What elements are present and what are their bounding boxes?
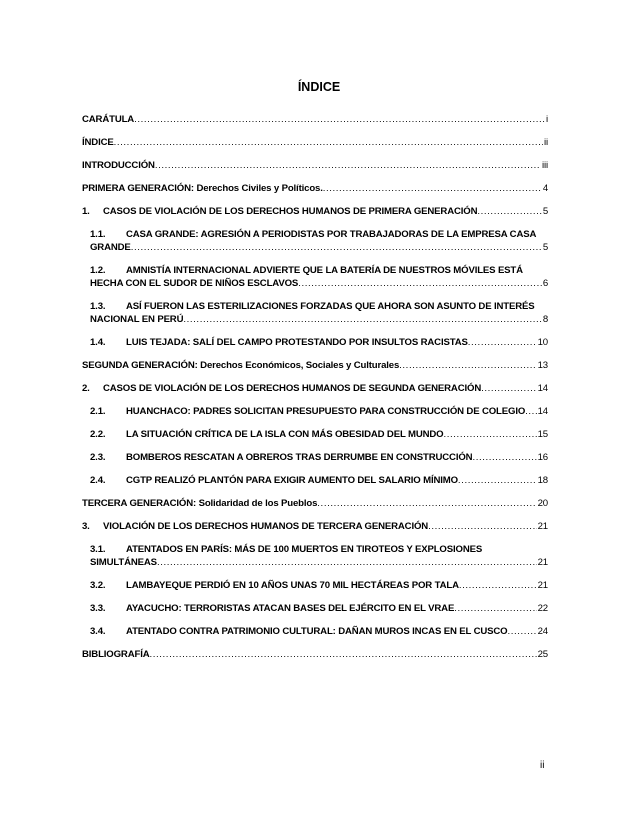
toc-entry-page: 20: [537, 498, 548, 509]
toc-entry[interactable]: [82, 648, 548, 661]
toc-entry[interactable]: [82, 159, 548, 172]
toc-entry-label: VIOLACIÓN DE LOS DERECHOS HUMANOS DE TERCERA GENERACIÓN .....: [103, 520, 537, 533]
toc-entry-page: 13: [537, 360, 548, 371]
toc-entry-page: 16: [537, 452, 548, 463]
toc-entry-label-continued: GRANDE .....: [90, 241, 542, 254]
toc-entry-page: i: [546, 114, 548, 125]
toc-entry-page: 22: [537, 603, 548, 614]
toc-entry-label: CASOS DE VIOLACIÓN DE LOS DERECHOS HUMANOS DE PRIMERA GENERACIÓN .....: [103, 205, 542, 218]
toc-entry-label: CASOS DE VIOLACIÓN DE LOS DERECHOS HUMANOS DE SEGUNDA GENERACIÓN .....: [103, 382, 537, 395]
toc-entry[interactable]: [82, 264, 548, 290]
toc-entry[interactable]: [82, 136, 548, 149]
toc-entry-label: CGTP REALIZÓ PLANTÓN PARA EXIGIR AUMENTO DEL SALARIO MÍNIMO .....: [126, 474, 537, 487]
toc-entry-number: 1.1.: [90, 229, 106, 240]
toc-entry-page: 14: [537, 383, 548, 394]
toc-entry-page: 18: [537, 475, 548, 486]
toc-entry-label: BIBLIOGRAFÍA .....: [82, 648, 537, 661]
toc-entry-page: 21: [537, 580, 548, 591]
toc-entry-number: 3.4.: [90, 626, 106, 637]
toc-entry-label: BOMBEROS RESCATAN A OBREROS TRAS DERRUMBE EN CONSTRUCCIÓN .....: [126, 451, 537, 464]
toc-entry[interactable]: [82, 113, 548, 126]
toc-entry-label: SEGUNDA GENERACIÓN: Derechos Económicos, Sociales y Culturales .....: [82, 359, 537, 372]
toc-entry-number: 2.4.: [90, 475, 106, 486]
toc-entry[interactable]: [82, 543, 548, 569]
toc-entry-label-continued: NACIONAL EN PERÚ .....: [90, 313, 542, 326]
toc-entry-number: 3.3.: [90, 603, 106, 614]
toc-entry-label: ASÍ FUERON LAS ESTERILIZACIONES FORZADAS QUE AHORA SON ASUNTO DE INTERÉS: [126, 301, 535, 312]
toc-entry[interactable]: [82, 451, 548, 464]
toc-entry-page: iii: [542, 160, 548, 171]
toc-entry-label: INTRODUCCIÓN .....: [82, 159, 541, 172]
page-number: ii: [540, 760, 545, 771]
toc-entry-label: LUIS TEJADA: SALÍ DEL CAMPO PROTESTANDO POR INSULTOS RACISTAS .....: [126, 336, 537, 349]
toc-entry-page: 10: [537, 337, 548, 348]
toc-entry-label: AMNISTÍA INTERNACIONAL ADVIERTE QUE LA BATERÍA DE NUESTROS MÓVILES ESTÁ: [126, 265, 523, 276]
toc-entry[interactable]: [82, 228, 548, 254]
toc-entry-page: 8: [542, 314, 548, 325]
toc-entry[interactable]: [82, 602, 548, 615]
toc-entry-number: 1.: [82, 206, 90, 217]
toc-entry-page: ii: [544, 137, 548, 148]
toc-entry-label-continued: HECHA CON EL SUDOR DE NIÑOS ESCLAVOS .....: [90, 277, 542, 290]
toc-entry-page: 14: [537, 406, 548, 417]
toc-entry-label: LAMBAYEQUE PERDIÓ EN 10 AÑOS UNAS 70 MIL HECTÁREAS POR TALA .....: [126, 579, 537, 592]
toc-entry[interactable]: [82, 300, 548, 326]
table-of-contents: [82, 113, 548, 671]
toc-entry-number: 2.1.: [90, 406, 106, 417]
toc-entry[interactable]: [82, 428, 548, 441]
toc-entry-page: 6: [542, 278, 548, 289]
toc-entry[interactable]: [82, 336, 548, 349]
toc-entry-label: ATENTADOS EN PARÍS: MÁS DE 100 MUERTOS EN TIROTEOS Y EXPLOSIONES: [126, 544, 483, 555]
toc-entry-page: 25: [537, 649, 548, 660]
toc-entry-number: 3.: [82, 521, 90, 532]
toc-entry-label: TERCERA GENERACIÓN: Solidaridad de los Pueblos .....: [82, 497, 537, 510]
toc-entry-label: ATENTADO CONTRA PATRIMONIO CULTURAL: DAÑAN MUROS INCAS EN EL CUSCO .....: [126, 625, 537, 638]
toc-entry[interactable]: [82, 579, 548, 592]
toc-entry-label: AYACUCHO: TERRORISTAS ATACAN BASES DEL EJÉRCITO EN EL VRAE .....: [126, 602, 537, 615]
toc-entry-page: 5: [542, 206, 548, 217]
toc-entry-number: 1.3.: [90, 301, 106, 312]
toc-entry-number: 1.2.: [90, 265, 106, 276]
toc-entry-page: 15: [537, 429, 548, 440]
toc-entry[interactable]: [82, 625, 548, 638]
toc-entry-label-continued: SIMULTÁNEAS .....: [90, 556, 537, 569]
toc-entry-number: 1.4.: [90, 337, 106, 348]
toc-entry-label: CASA GRANDE: AGRESIÓN A PERIODISTAS POR TRABAJADORAS DE LA EMPRESA CASA: [126, 229, 537, 240]
toc-entry-number: 3.2.: [90, 580, 106, 591]
toc-entry-label: HUANCHACO: PADRES SOLICITAN PRESUPUESTO PARA CONSTRUCCIÓN DE COLEGIO .....: [126, 405, 537, 418]
toc-entry-label: CARÁTULA .....: [82, 113, 545, 126]
toc-entry-label: PRIMERA GENERACIÓN: Derechos Civiles y Políticos. .....: [82, 182, 542, 195]
toc-entry-page: 21: [537, 557, 548, 568]
toc-entry[interactable]: [82, 382, 548, 395]
toc-entry[interactable]: [82, 497, 548, 510]
toc-entry-number: 2.3.: [90, 452, 106, 463]
toc-entry-number: 2.: [82, 383, 90, 394]
toc-entry-page: 4: [542, 183, 548, 194]
toc-entry-page: 21: [537, 521, 548, 532]
toc-entry-page: 5: [542, 242, 548, 253]
toc-entry[interactable]: [82, 520, 548, 533]
toc-entry[interactable]: [82, 182, 548, 195]
toc-entry-label: LA SITUACIÓN CRÍTICA DE LA ISLA CON MÁS OBESIDAD DEL MUNDO .....: [126, 428, 537, 441]
toc-entry[interactable]: [82, 205, 548, 218]
toc-entry[interactable]: [82, 359, 548, 372]
page-title: ÍNDICE: [297, 80, 341, 94]
toc-entry-page: 24: [537, 626, 548, 637]
toc-entry[interactable]: [82, 474, 548, 487]
toc-entry[interactable]: [82, 405, 548, 418]
toc-entry-label: ÍNDICE .....: [82, 136, 543, 149]
toc-entry-number: 2.2.: [90, 429, 106, 440]
toc-entry-number: 3.1.: [90, 544, 106, 555]
